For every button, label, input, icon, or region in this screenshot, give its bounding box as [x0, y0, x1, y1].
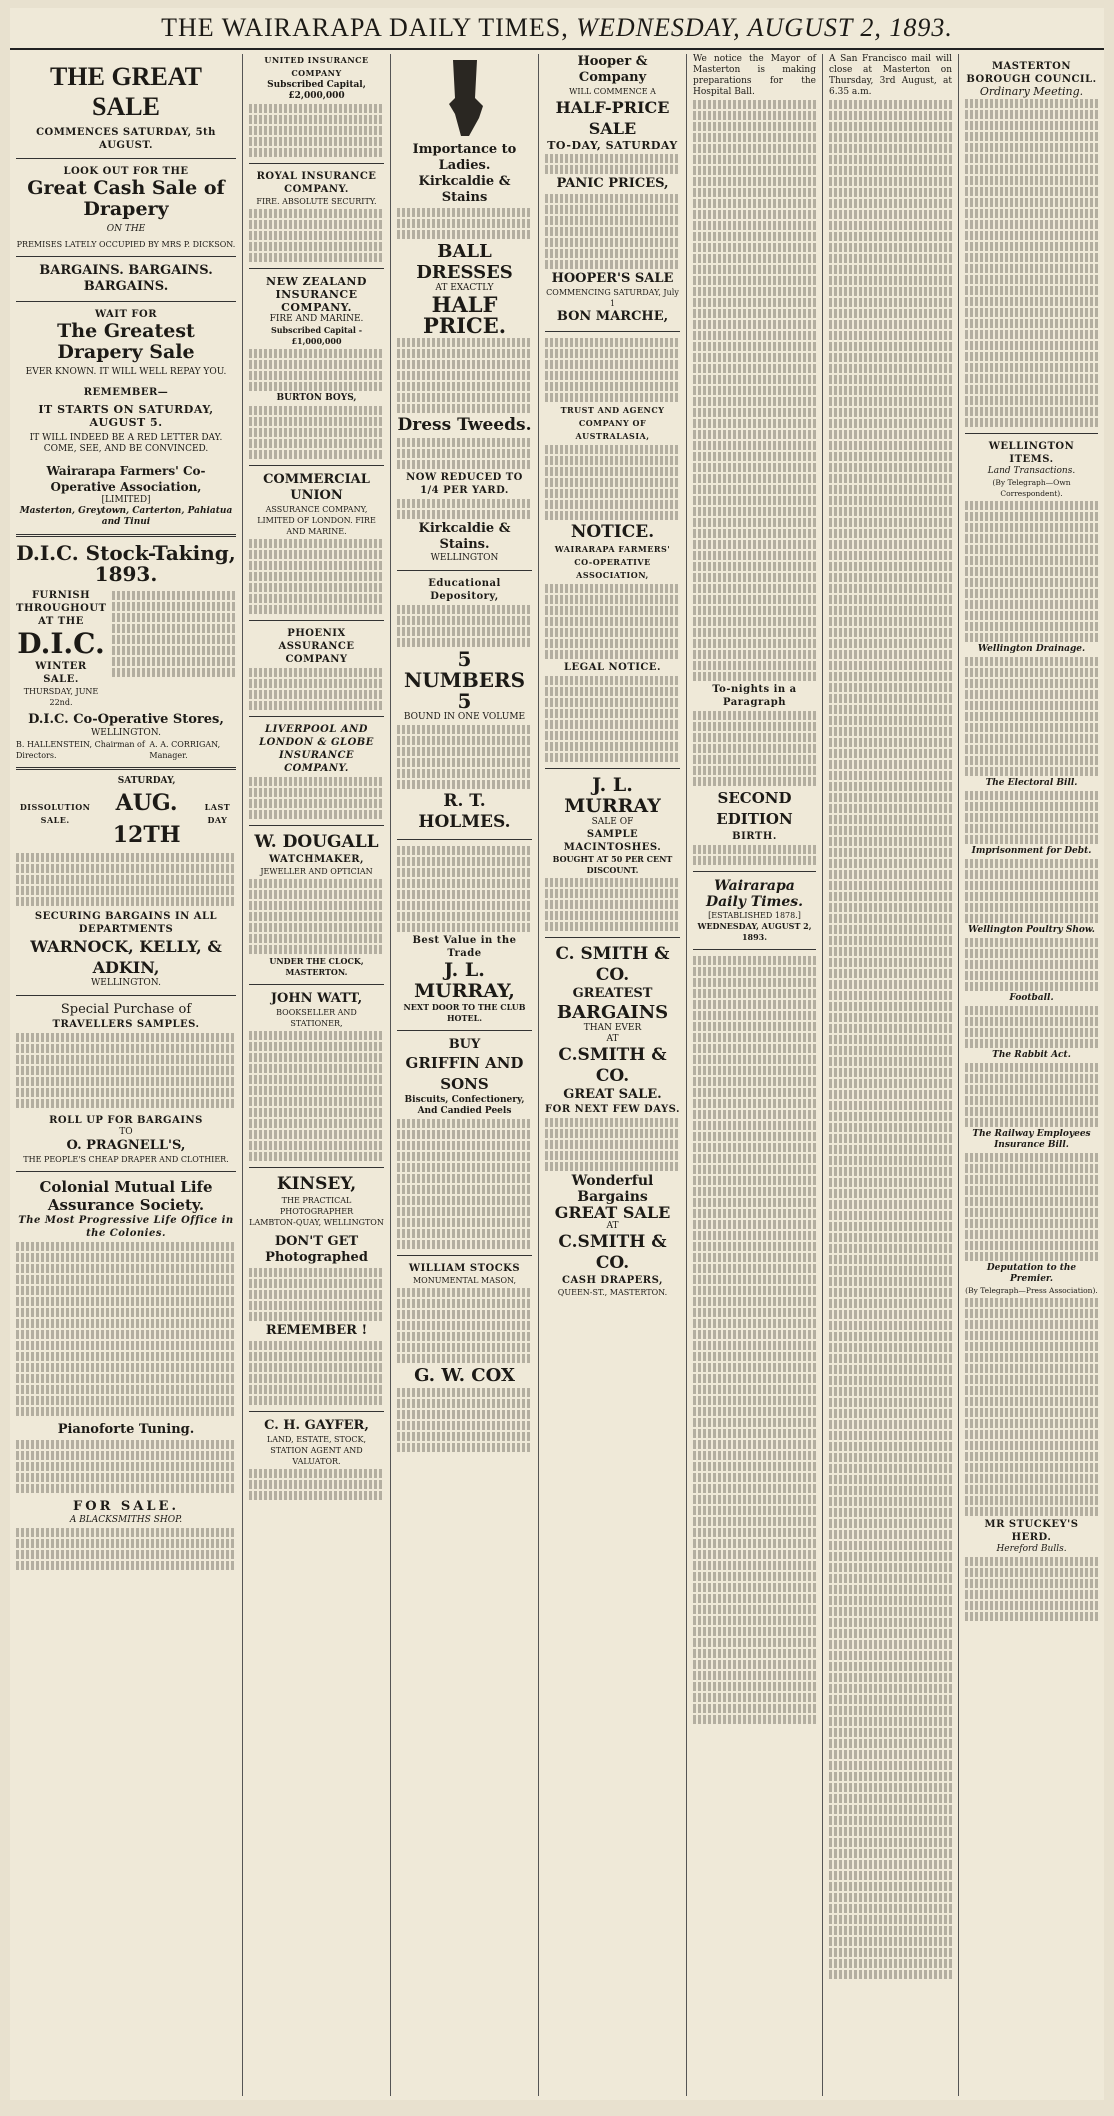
phoenix-text: [249, 668, 384, 710]
bought-line: BOUGHT AT 50 PER CENT DISCOUNT.: [552, 854, 673, 875]
nz-sub: FIRE AND MARINE.: [269, 314, 364, 324]
red-letter-line: IT WILL INDEED BE A RED LETTER DAY. COME, SEE, AND BE CONVINCED.: [29, 433, 223, 454]
panic-text: [545, 194, 680, 269]
land-text: [965, 501, 1098, 642]
established-line: [ESTABLISHED 1878.]: [708, 911, 801, 920]
royal-heading: ROYAL INSURANCE COMPANY.: [256, 171, 377, 195]
dic-text: [112, 589, 236, 708]
wonderful-heading: Wonderful Bargains: [571, 1173, 654, 1205]
half-price-sale-heading: HALF-PRICE SALE: [555, 98, 670, 138]
special-purchase: Special Purchase of: [60, 1002, 192, 1017]
phoenix-heading: PHOENIX ASSURANCE COMPANY: [278, 628, 355, 665]
stuckey-text: [965, 1557, 1098, 1621]
chairman: B. HALLENSTEIN, Chairman of Directors.: [16, 740, 145, 760]
smith-text: [545, 1118, 680, 1171]
cooperative-heading: WAIRARAPA FARMERS' CO-OPERATIVE ASSOCIATION,: [554, 544, 671, 580]
commercial-sub: ASSURANCE COMPANY, LIMITED OF LONDON. FIRE AND MARINE.: [257, 505, 376, 536]
to-line: TO: [119, 1127, 133, 1137]
cheap-draper-line: THE PEOPLE'S CHEAP DRAPER AND CLOTHIER.: [23, 1155, 229, 1164]
land-transactions-heading: Land Transactions.: [987, 466, 1076, 476]
dougall-text: [249, 879, 384, 954]
trust-text: [545, 445, 680, 520]
divider: [16, 995, 236, 996]
look-out-line: LOOK OUT FOR THE: [63, 166, 189, 177]
furnish-line: FURNISH THROUGHOUT AT THE: [16, 590, 107, 627]
electoral-text: [965, 791, 1098, 844]
kirkcaldie-heading-2: Kirkcaldie & Stains.: [418, 521, 511, 552]
colonial-sub: The Most Progressive Life Office in the Colonies.: [18, 1215, 234, 1239]
col5-intro: We notice the Mayor of Masterton is making preparations for the Hospital Ball.: [693, 54, 816, 97]
united-capital: Subscribed Capital, £2,000,000: [267, 80, 366, 101]
half-price-heading: HALF PRICE.: [422, 292, 507, 338]
aug12-box: [94, 776, 199, 851]
kirkcaldie-text: [397, 208, 532, 239]
jl-murray-heading-2: J. L. MURRAY,: [414, 959, 515, 1002]
dougall-heading: W. DOUGALL: [254, 832, 379, 852]
commercial-text: [249, 539, 384, 614]
dic-officers: [16, 739, 236, 761]
commencing-line: COMMENCING SATURDAY, July 1: [546, 288, 679, 308]
liverpool-text: [249, 777, 384, 819]
column-6: [822, 54, 958, 2096]
bound-line: BOUND IN ONE VOLUME: [403, 712, 526, 722]
saturday-line: SATURDAY,: [117, 776, 176, 786]
rt-holmes-heading: R. T. HOLMES.: [418, 791, 511, 832]
column-2: [242, 54, 390, 2096]
kinsey-text-2: [249, 1341, 384, 1405]
five-text: [397, 725, 532, 789]
aug12-line: AUG. 12TH: [112, 790, 181, 848]
telegraph-line: (By Telegraph—Own Correspondent).: [992, 478, 1071, 498]
today-line: TO-DAY, SATURDAY: [547, 139, 678, 152]
column-3: [390, 54, 538, 2096]
rabbit-heading: The Rabbit Act.: [992, 1050, 1071, 1060]
smith-heading-3: C.SMITH & CO.: [558, 1232, 667, 1273]
united-text: [249, 104, 384, 157]
tweeds-text-2: [397, 499, 532, 519]
newspaper-page: [10, 8, 1104, 2100]
securing-line: SECURING BARGAINS IN ALL DEPARTMENTS: [34, 911, 218, 935]
tonights-heading: To-nights in a Paragraph: [712, 684, 797, 708]
photographer-line: THE PRACTICAL PHOTOGRAPHER: [279, 1196, 354, 1216]
birth-text: [693, 845, 816, 865]
kirkcaldie-heading: Kirkcaldie & Stains: [418, 174, 511, 205]
ball-dresses-heading: BALL DRESSES: [416, 241, 513, 283]
nz-capital: Subscribed Capital - £1,000,000: [270, 325, 363, 346]
imprisonment-text: [965, 859, 1098, 923]
pragnells-heading: O. PRAGNELL'S,: [66, 1138, 186, 1153]
john-watt-text: [249, 1031, 384, 1161]
roll-up-line: ROLL UP FOR BARGAINS: [49, 1115, 203, 1126]
dissolution-label: DISSOLUTION SALE.: [19, 801, 91, 825]
panic-heading: PANIC PRICES,: [556, 176, 669, 191]
murray-text: [545, 878, 680, 931]
commercial-heading: COMMERCIAL UNION: [263, 472, 370, 503]
notice-text: [545, 584, 680, 659]
divider: [16, 301, 236, 302]
hooper-heading: Hooper & Company: [577, 54, 648, 85]
remember-line: REMEMBER—: [83, 387, 169, 398]
than-ever-line: THAN EVER: [583, 1023, 642, 1033]
sample-macs-line: SAMPLE MACINTOSHES.: [563, 829, 662, 853]
second-edition-heading: SECOND EDITION: [716, 789, 793, 828]
great-sale-heading: THE GREAT SALE: [50, 62, 202, 121]
sale-of-line: SALE OF: [591, 817, 634, 827]
great-sale-line-2: GREAT SALE: [554, 1203, 671, 1222]
masthead: [10, 8, 1104, 50]
united-heading: UNITED INSURANCE COMPANY: [264, 55, 369, 78]
ball-text: [397, 338, 532, 413]
dress-tweeds-heading: Dress Tweeds.: [397, 415, 532, 435]
dic-logo: D.I.C.: [17, 627, 105, 660]
warnock-town: WELLINGTON.: [91, 978, 161, 988]
at-exactly-line: AT EXACTLY: [435, 283, 494, 293]
blacksmith-line: A BLACKSMITHS SHOP.: [69, 1515, 183, 1525]
deputation-text: [965, 1298, 1098, 1516]
imprisonment-heading: Imprisonment for Debt.: [971, 846, 1092, 856]
buy-line: BUY: [448, 1037, 481, 1052]
council-text: [965, 99, 1098, 427]
birth-heading: BIRTH.: [732, 831, 777, 842]
limited-line: [LIMITED]: [101, 495, 151, 505]
on-the-line: ON THE: [106, 224, 146, 234]
pianoforte-text: [16, 1440, 236, 1493]
football-text: [965, 1006, 1098, 1048]
gayfer-heading: C. H. GAYFER,: [264, 1418, 369, 1433]
drainage-heading: Wellington Drainage.: [977, 644, 1086, 654]
dissolution-block: [16, 776, 236, 851]
land-estate-line: LAND, ESTATE, STOCK, STATION AGENT AND VALUATOR.: [266, 1435, 367, 1466]
educational-text: [397, 605, 532, 647]
legal-text: [545, 676, 680, 762]
colonial-heading: Colonial Mutual Life Assurance Society.: [39, 1178, 213, 1214]
cash-drapers-line: CASH DRAPERS,: [562, 1275, 663, 1286]
nz-text: [249, 349, 384, 391]
cash-sale-heading: Great Cash Sale of Drapery: [27, 177, 225, 220]
john-watt-heading: JOHN WATT,: [270, 991, 363, 1006]
legal-notice-heading: LEGAL NOTICE.: [564, 662, 661, 673]
dic-stock-heading: D.I.C. Stock-Taking, 1893.: [16, 541, 236, 586]
royal-text: [249, 209, 384, 262]
poultry-heading: Wellington Poultry Show.: [968, 925, 1095, 935]
greatest-line: GREATEST: [572, 986, 653, 1001]
column-7: [958, 54, 1104, 2096]
starts-line: IT STARTS ON SATURDAY, AUGUST 5.: [38, 403, 214, 429]
griffin-heading: GRIFFIN AND SONS: [405, 1054, 524, 1093]
now-reduced-line: NOW REDUCED TO 1/4 PER YARD.: [406, 472, 523, 496]
premises-line: PREMISES LATELY OCCUPIED BY MRS P. DICKSON.: [16, 240, 236, 249]
royal-sub: FIRE. ABSOLUTE SECURITY.: [256, 197, 377, 206]
for-sale-text: [16, 1528, 236, 1570]
stuckey-heading: MR STUCKEY'S HERD.: [984, 1519, 1079, 1543]
bon-marche-heading: BON MARCHE,: [556, 309, 669, 324]
burtons-text: [249, 406, 384, 459]
stocks-heading: WILLIAM STOCKS: [408, 1263, 521, 1274]
divider: [16, 767, 236, 770]
will-commence-line: WILL COMMENCE A: [569, 87, 656, 96]
dissolution-text: [16, 853, 236, 906]
nz-heading: NEW ZEALAND INSURANCE COMPANY.: [266, 275, 367, 314]
bookseller-line: BOOKSELLER AND STATIONER,: [276, 1008, 357, 1028]
winter-sale-line: WINTER SALE.: [35, 661, 87, 685]
queen-st-line: QUEEN-ST., MASTERTON.: [557, 1288, 668, 1297]
wait-for-line: WAIT FOR: [94, 309, 158, 320]
wellington-line: WELLINGTON: [430, 553, 499, 563]
best-value-line: Best Value in the Trade: [412, 935, 517, 959]
hereford-heading: Hereford Bulls.: [996, 1544, 1067, 1554]
ever-known-line: EVER KNOWN. IT WILL WELL REPAY YOU.: [25, 367, 227, 377]
at-line: AT: [606, 1034, 619, 1044]
travellers-line: TRAVELLERS SAMPLES.: [52, 1019, 200, 1030]
biscuits-line: Biscuits, Confectionery, And Candied Peels: [404, 1095, 525, 1116]
liverpool-heading: LIVERPOOL AND LONDON & GLOBE INSURANCE COMPANY.: [259, 724, 374, 774]
dont-heading: DON'T GET Photographed: [265, 1234, 368, 1265]
jeweller-line: JEWELLER AND OPTICIAN: [260, 867, 373, 876]
remember-heading: REMEMBER !: [265, 1323, 368, 1338]
railway-heading: The Railway Employees Insurance Bill.: [972, 1129, 1091, 1150]
divider: [16, 1171, 236, 1172]
masthead-title: THE WAIRARAPA DAILY TIMES,: [161, 13, 569, 42]
thursday-line: THURSDAY, JUNE 22nd.: [23, 687, 99, 707]
trust-heading: TRUST AND AGENCY COMPANY OF AUSTRALASIA,: [560, 405, 665, 441]
dic-coop-heading: D.I.C. Co-Operative Stores,: [28, 712, 224, 727]
gayfer-text: [249, 1469, 384, 1500]
five-numbers-heading: 5 NUMBERS 5: [403, 647, 526, 713]
commences-line: COMMENCES SATURDAY, 5th AUGUST.: [36, 127, 216, 151]
last-day-label: LAST DAY: [204, 801, 231, 825]
bargains-heading: BARGAINS: [556, 1002, 669, 1023]
cox-text: [397, 1388, 532, 1452]
football-heading: Football.: [1009, 993, 1054, 1003]
under-clock-line: UNDER THE CLOCK, MASTERTON.: [269, 956, 364, 977]
lambton-line: LAMBTON-QUAY, WELLINGTON: [249, 1218, 384, 1227]
kinsey-text: [249, 1268, 384, 1321]
divider: [16, 534, 236, 537]
wellington-items-heading: WELLINGTON ITEMS.: [988, 441, 1075, 465]
tweeds-text: [397, 438, 532, 469]
at-line-2: AT: [606, 1221, 619, 1231]
next-few-line: FOR NEXT FEW DAYS.: [545, 1104, 680, 1115]
column-5: [686, 54, 822, 2096]
farmers-heading: Wairarapa Farmers' Co-Operative Association,: [46, 464, 206, 494]
manager: A. A. CORRIGAN, Manager.: [149, 740, 221, 760]
divider: [16, 158, 236, 159]
kinsey-heading: KINSEY,: [276, 1174, 357, 1194]
electoral-heading: The Electoral Bill.: [985, 778, 1078, 788]
gw-cox-heading: G. W. COX: [414, 1365, 515, 1386]
col6-para: A San Francisco mail will close at Masterton on Thursday, 3rd August, at 6.35 a.m.: [829, 54, 952, 97]
ordinary-meeting: Ordinary Meeting.: [979, 85, 1084, 98]
pointing-hand-icon: [435, 58, 495, 138]
poultry-text: [965, 938, 1098, 991]
deputation-heading: Deputation to the Premier.: [986, 1263, 1077, 1284]
next-door-line: NEXT DOOR TO THE CLUB HOTEL.: [403, 1002, 526, 1023]
railway-text: [965, 1153, 1098, 1261]
hooper-text: [545, 154, 680, 174]
jl-murray-heading: J. L. MURRAY: [564, 774, 661, 817]
rabbit-text: [965, 1063, 1098, 1127]
notice-heading: NOTICE.: [570, 522, 655, 542]
for-sale-heading: FOR SALE.: [73, 1499, 179, 1514]
column-1: [10, 54, 242, 2096]
colonial-text: [16, 1242, 236, 1416]
col6-text: [829, 100, 952, 1979]
col5-text-2: [693, 711, 816, 786]
great-sale-line: GREAT SALE.: [563, 1087, 662, 1102]
paper-title: Wairarapa Daily Times.: [705, 878, 804, 910]
smith-heading-2: C.SMITH & CO.: [558, 1045, 667, 1086]
col5-text-3: [693, 956, 816, 1724]
pianoforte-heading: Pianoforte Tuning.: [57, 1422, 195, 1437]
wellington-line: WELLINGTON.: [91, 728, 161, 738]
importance-heading: Importance to Ladies.: [412, 142, 517, 173]
dic-block: [16, 589, 236, 708]
watchmaker-line: WATCHMAKER,: [268, 854, 365, 865]
stocks-text: [397, 1288, 532, 1363]
telegraph-line-2: (By Telegraph—Press Association).: [965, 1286, 1098, 1295]
masthead-date: WEDNESDAY, AUGUST 2, 1893.: [576, 13, 953, 42]
greatest-drapery-heading: The Greatest Drapery Sale: [57, 320, 195, 363]
travellers-text: [16, 1033, 236, 1108]
column-4: [538, 54, 686, 2096]
smith-heading: C. SMITH & CO.: [555, 944, 670, 985]
council-heading: MASTERTON BOROUGH COUNCIL.: [966, 61, 1097, 85]
towns-line: Masterton, Greytown, Carterton, Pahiatua and Tinui: [19, 506, 233, 527]
macs-text: [397, 846, 532, 932]
paper-date: WEDNESDAY, AUGUST 2, 1893.: [697, 921, 812, 942]
burtons-line: BURTON BOYS,: [276, 393, 357, 403]
col5-text-1: [693, 100, 816, 681]
divider: [16, 256, 236, 257]
hoopers-sale-heading: HOOPER'S SALE: [551, 271, 674, 286]
dic-left: [16, 589, 106, 708]
monumental-line: MONUMENTAL MASON,: [412, 1276, 517, 1285]
bargains-line: BARGAINS. BARGAINS. BARGAINS.: [39, 263, 213, 294]
griffin-text: [397, 1119, 532, 1249]
drainage-text: [965, 657, 1098, 776]
educational-heading: Educational Depository,: [428, 578, 501, 602]
dicket-text: [545, 338, 680, 402]
warnock-heading: WARNOCK, KELLY, & ADKIN,: [30, 937, 222, 977]
